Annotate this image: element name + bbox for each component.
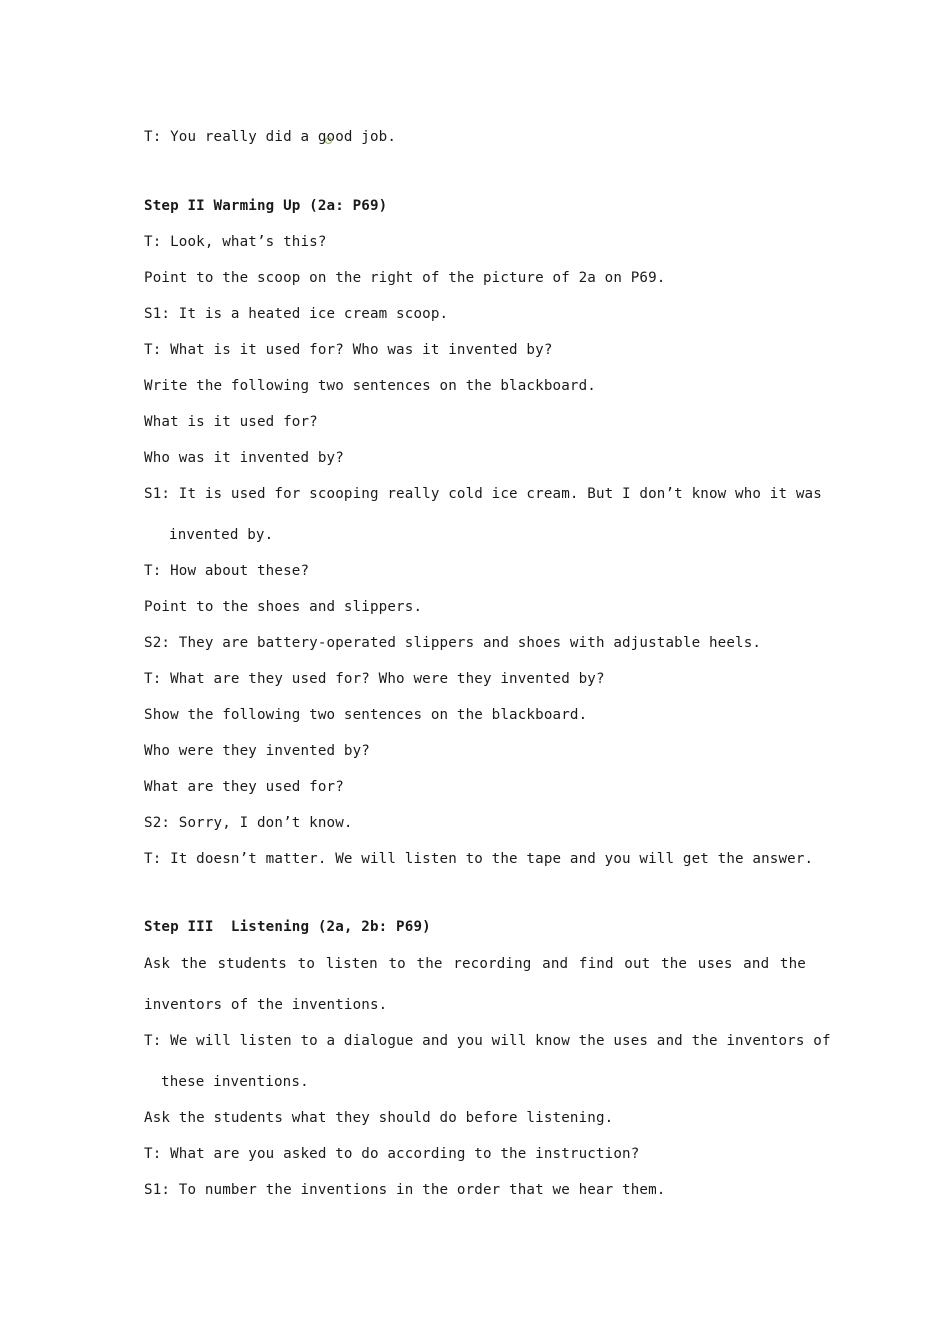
- text-line: S1: It is a heated ice cream scoop.: [144, 306, 449, 322]
- text-line: Point to the scoop on the right of the picture of 2a on P69.: [144, 270, 666, 286]
- text-line: Who were they invented by?: [144, 743, 370, 759]
- text-line: T: It doesn’t matter. We will listen to the tape and you will get the answer.: [144, 851, 814, 867]
- text-line: T: We will listen to a dialogue and you will know the uses and the inventors of: [144, 1033, 831, 1049]
- text-line: Write the following two sentences on the blackboard.: [144, 378, 596, 394]
- text-line: S2: Sorry, I don’t know.: [144, 815, 353, 831]
- text-line: these inventions.: [161, 1074, 309, 1090]
- text-line: What is it used for?: [144, 414, 318, 430]
- text-line: T: Look, what’s this?: [144, 234, 327, 250]
- text-line: T: You really did a good job.: [144, 129, 397, 145]
- section-heading-warming-up: Step II Warming Up (2a: P69): [144, 198, 388, 214]
- text-line: inventors of the inventions.: [144, 997, 388, 1013]
- text-line: T: What are you asked to do according to the instruction?: [144, 1146, 640, 1162]
- text-line: T: What are they used for? Who were they invented by?: [144, 671, 605, 687]
- text-line: invented by.: [169, 527, 274, 543]
- text-line: S1: To number the inventions in the order that we hear them.: [144, 1182, 666, 1198]
- text-line: T: How about these?: [144, 563, 310, 579]
- text-line: S2: They are battery-operated slippers and shoes with adjustable heels.: [144, 635, 762, 651]
- text-line: Who was it invented by?: [144, 450, 344, 466]
- section-heading-listening: Step III Listening (2a, 2b: P69): [144, 919, 431, 935]
- edit-mark-icon: [325, 137, 332, 144]
- text-line: S1: It is used for scooping really cold ice cream. But I don’t know who it was: [144, 486, 822, 502]
- text-line: Ask the students what they should do before listening.: [144, 1110, 614, 1126]
- text-line: Ask the students to listen to the recording and find out the uses and the: [144, 956, 806, 972]
- text-line: What are they used for?: [144, 779, 344, 795]
- text-line: Point to the shoes and slippers.: [144, 599, 423, 615]
- text-line: Show the following two sentences on the blackboard.: [144, 707, 588, 723]
- text-line: T: What is it used for? Who was it invented by?: [144, 342, 553, 358]
